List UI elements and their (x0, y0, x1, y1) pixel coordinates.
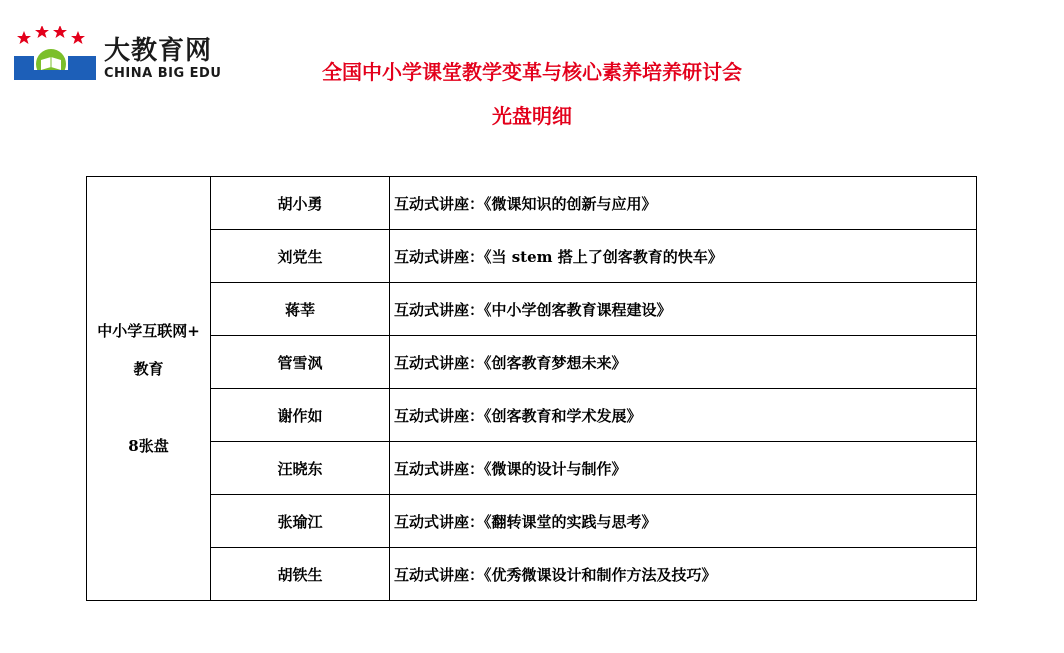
category-line: 中小学互联网+ (97, 322, 200, 340)
table-row (87, 230, 977, 283)
page-subtitle: 光盘明细 (492, 104, 572, 128)
lecture-topic: 互动式讲座：《创客教育梦想未来》 (390, 336, 977, 389)
speaker-name: 管雪沨 (211, 336, 390, 389)
table-row (87, 389, 977, 442)
lecture-topic: 互动式讲座：《中小学创客教育课程建设》 (390, 283, 977, 336)
lecture-topic: 互动式讲座：《当 stem 搭上了创客教育的快车》 (390, 230, 977, 283)
lecture-topic: 互动式讲座：《翻转课堂的实践与思考》 (390, 495, 977, 548)
speaker-name: 刘党生 (211, 230, 390, 283)
speaker-name: 胡小勇 (211, 177, 390, 230)
category-line (87, 389, 210, 427)
logo-brand-english: CHINA BIG EDU (104, 66, 222, 81)
speaker-name: 谢作如 (211, 389, 390, 442)
logo-brand-name: 大教育网 (104, 36, 213, 66)
lecture-topic: 互动式讲座：《优秀微课设计和制作方法及技巧》 (390, 548, 977, 601)
speaker-name: 张瑜江 (211, 495, 390, 548)
category-cell (87, 177, 211, 601)
lecture-topic: 互动式讲座：《微课知识的创新与应用》 (390, 177, 977, 230)
speaker-name: 汪晓东 (211, 442, 390, 495)
table-row (87, 283, 977, 336)
page-title: 全国中小学课堂教学变革与核心素养培养研讨会 (322, 60, 742, 84)
table-row (87, 548, 977, 601)
category-line: 教育 (133, 360, 164, 379)
speaker-name: 胡铁生 (211, 548, 390, 601)
lecture-topic: 互动式讲座：《创客教育和学术发展》 (390, 389, 977, 442)
lecture-topic: 互动式讲座：《微课的设计与制作》 (390, 442, 977, 495)
table-row (87, 495, 977, 548)
table-row (87, 336, 977, 389)
disc-detail-table (86, 176, 977, 601)
table-row (87, 442, 977, 495)
table-row (87, 177, 977, 230)
disc-count: 8张盘 (128, 436, 169, 455)
speaker-name: 蒋莘 (211, 283, 390, 336)
